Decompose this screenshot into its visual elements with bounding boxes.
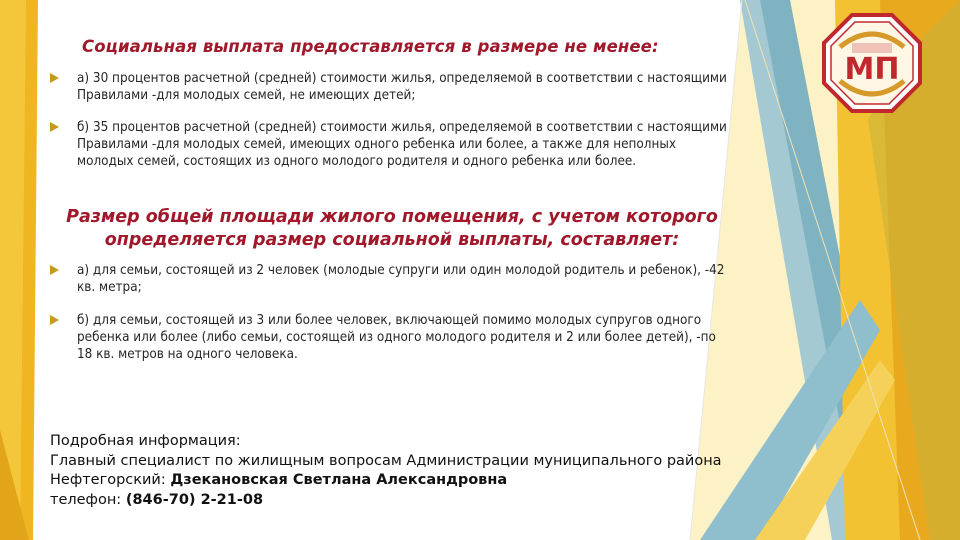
contact-phone-line bbox=[50, 491, 810, 511]
contact-place: Нефтегорский: bbox=[50, 472, 171, 488]
section-heading-payment: Социальная выплата предоставляется в размере не менее: bbox=[82, 37, 659, 56]
logo-text: МП bbox=[844, 52, 900, 87]
contact-person-line bbox=[50, 471, 810, 491]
contact-phone: (846-70) 2-21-08 bbox=[125, 491, 264, 508]
list-item bbox=[50, 312, 730, 363]
contact-phone-label: телефон: bbox=[50, 491, 126, 508]
contact-title: Подробная информация: bbox=[50, 433, 241, 449]
bullet-arrow-icon bbox=[50, 315, 59, 325]
bullet-arrow-icon bbox=[50, 265, 59, 275]
list-item bbox=[50, 262, 730, 296]
list-item-text: а) для семьи, состоящей из 2 человек (молодые супруги или один молодой родитель и ребенок), -42 кв. метра; bbox=[77, 263, 725, 295]
contact-position: Главный специалист по жилищным вопросам Администрации муниципального района bbox=[50, 452, 722, 469]
contact-info bbox=[50, 432, 810, 510]
bullet-arrow-icon bbox=[50, 73, 59, 83]
contact-name: Дзекановская Светлана Александровна bbox=[170, 472, 508, 488]
bullet-arrow-icon bbox=[50, 122, 59, 132]
list-item-text: б) 35 процентов расчетной (средней) стоимости жилья, определяемой в соответствии с настоящими Правилами -для молодых семей, имеющих одного ребенка или более, а также для неполных молодых семей, состоящих из одного молодого родителя и одного ребенка или более. bbox=[77, 120, 727, 169]
section-heading-area: Размер общей площади жилого помещения, с учетом которого определяется размер социальной выплаты, составляет: bbox=[66, 207, 718, 250]
municipal-emblem-icon bbox=[822, 13, 922, 113]
list-item bbox=[50, 70, 730, 104]
list-item bbox=[50, 119, 730, 170]
list-item-text: б) для семьи, состоящей из 3 или более человек, включающей помимо молодых супругов одного ребенка или более (либо семьи, состоящей из одного молодого родителя и 2 или более детей), -по 18 кв. метров на одного человека. bbox=[77, 313, 716, 362]
list-item-text: а) 30 процентов расчетной (средней) стоимости жилья, определяемой в соответствии с настоящими Правилами -для молодых семей, не имеющих детей; bbox=[77, 71, 727, 103]
